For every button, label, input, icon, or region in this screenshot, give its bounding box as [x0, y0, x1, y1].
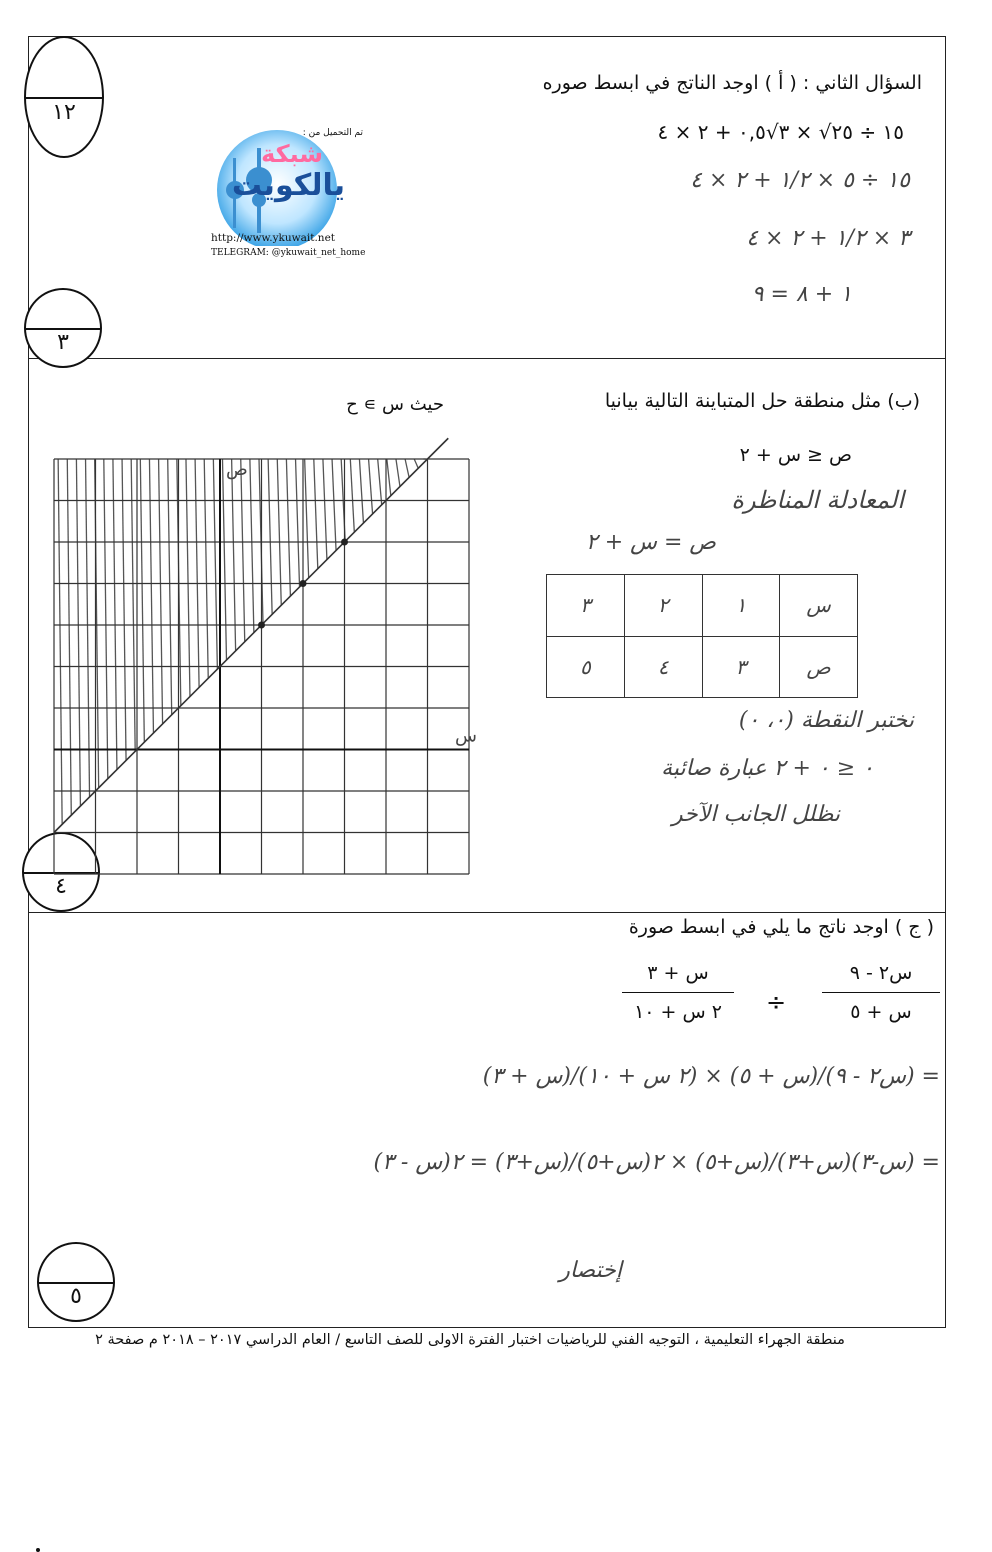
unused	[36, 1548, 40, 1552]
question-b-title: (ب) مثل منطقة حل المتباينة التالية بيانيا	[605, 390, 920, 412]
question-c-work-step3: إختصار	[559, 1258, 622, 1283]
fraction-2-numerator: س + ٣	[622, 962, 734, 984]
plotted-point	[341, 539, 348, 546]
shading-stroke	[113, 459, 117, 770]
section-divider-b-c	[28, 912, 946, 913]
axis-y-label: ص	[226, 459, 248, 480]
question-b-work-test1: نختبر النقطة (٠، ٠)	[739, 708, 914, 733]
shading-stroke	[104, 459, 108, 779]
score-oval-part-c	[37, 1242, 115, 1322]
question-a-expression: ١٥ ÷ ٢٥√ × ٣√٠,٥ + ٢ × ٤	[658, 120, 904, 144]
question-b-domain: حيث س ∍ ح	[346, 394, 444, 415]
fraction-1-denominator: س + ٥	[822, 1001, 940, 1023]
shading-stroke	[222, 459, 226, 660]
shading-stroke	[76, 459, 80, 806]
table-cell: ١	[702, 575, 780, 637]
logo-caption: تم التحميل من :	[303, 128, 363, 138]
fraction-2	[622, 962, 734, 1023]
shading-stroke	[378, 459, 382, 505]
shading-stroke	[369, 459, 373, 514]
coordinate-grid	[50, 455, 470, 885]
shading-stroke	[58, 459, 62, 824]
question-c-work-step1: = (س٢ - ٩)/(س + ٥) × (٢ س + ١٠)/(س + ٣)	[483, 1064, 940, 1089]
shading-stroke	[268, 459, 272, 614]
table-cell: ٣	[702, 636, 780, 698]
table-cell: ٥	[547, 636, 625, 698]
table-cell: ٤	[624, 636, 702, 698]
shading-stroke	[296, 459, 300, 587]
question-a-work-line1: ١٥ ÷ ٥ × ١/٢ + ٢ × ٤	[690, 168, 910, 193]
section-divider-a-b	[28, 358, 946, 359]
score-oval-value: ٣	[26, 330, 100, 355]
shading-stroke	[405, 459, 409, 477]
shading-stroke	[286, 459, 290, 596]
score-oval-value: ٤	[24, 874, 98, 899]
fraction-1-numerator: س٢ - ٩	[822, 962, 940, 984]
division-operator: ÷	[766, 988, 786, 1016]
score-oval-value: ٥	[39, 1284, 113, 1309]
values-table	[546, 574, 858, 698]
question-a-work-line2: ٣ × ١/٢ + ٢ × ٤	[746, 226, 910, 251]
score-oval-part-a	[24, 288, 102, 368]
logo-url: http://www.ykuwait.net	[211, 232, 335, 244]
shading-stroke	[186, 459, 190, 697]
shading-stroke	[213, 459, 217, 669]
question-b-work-test2: ٠ ≤ ٠ + ٢ عبارة صائبة	[661, 756, 874, 781]
shading-stroke	[314, 459, 318, 569]
score-oval-question	[24, 36, 104, 158]
shading-stroke	[67, 459, 71, 815]
score-oval-value: ١٢	[26, 100, 102, 125]
table-header-y: ص	[780, 636, 858, 698]
plotted-point	[300, 580, 307, 587]
shading-stroke	[140, 459, 144, 742]
shading-stroke	[250, 459, 254, 633]
shading-stroke	[168, 459, 172, 715]
logo-line1: شبكة	[261, 140, 323, 168]
shading-stroke	[414, 459, 418, 468]
page-footer: منطقة الجهراء التعليمية ، التوجيه الفني للرياضيات اختبار الفترة الاولى للصف التاسع / العام الدراسي ٢٠١٧ – ٢٠١٨ م صفحة ٢	[30, 1332, 910, 1348]
table-cell: ٣	[547, 575, 625, 637]
fraction-2-denominator: ٢ س + ١٠	[622, 1001, 734, 1023]
table-cell: ٢	[624, 575, 702, 637]
question-b-work-eq: ص = س + ٢	[586, 530, 716, 555]
question-c-work-step2: = (س-٣)(س+٣)/(س+٥) × ٢(س+٥)/(س+٣) = ٢(س - ٣)	[373, 1150, 940, 1175]
site-logo	[205, 128, 363, 276]
logo-telegram: TELEGRAM: @ykuwait_net_home	[211, 248, 365, 258]
fraction-1	[822, 962, 940, 1023]
shading-stroke	[122, 459, 126, 760]
shading-stroke	[387, 459, 391, 496]
shading-stroke	[359, 459, 363, 523]
shading-stroke	[396, 459, 400, 487]
question-a-title: السؤال الثاني : ( أ ) اوجد الناتج في ابسط صوره	[543, 72, 922, 94]
question-a-work-line3: ١ + ٨ = ٩	[752, 282, 852, 307]
question-b-work-eq-label: المعادلة المناظرة	[731, 486, 904, 514]
shading-stroke	[159, 459, 163, 724]
question-c-title: ( ج ) اوجد ناتج ما يلي في ابسط صورة	[629, 916, 934, 938]
logo-line2: يالكويت	[232, 168, 345, 203]
shading-stroke	[350, 459, 354, 532]
shading-stroke	[204, 459, 208, 678]
shading-stroke	[86, 459, 90, 797]
question-b-work-test3: نظلل الجانب الآخر	[672, 802, 840, 827]
shading-stroke	[332, 459, 336, 550]
shading-stroke	[323, 459, 327, 560]
axis-x-label: س	[455, 726, 477, 747]
question-b-inequality: ص ≤ س + ٢	[740, 444, 852, 466]
table-header-x: س	[780, 575, 858, 637]
shading-stroke	[241, 459, 245, 642]
shading-stroke	[195, 459, 199, 687]
plotted-point	[258, 622, 265, 629]
shading-stroke	[232, 459, 236, 651]
shading-stroke	[305, 459, 309, 578]
